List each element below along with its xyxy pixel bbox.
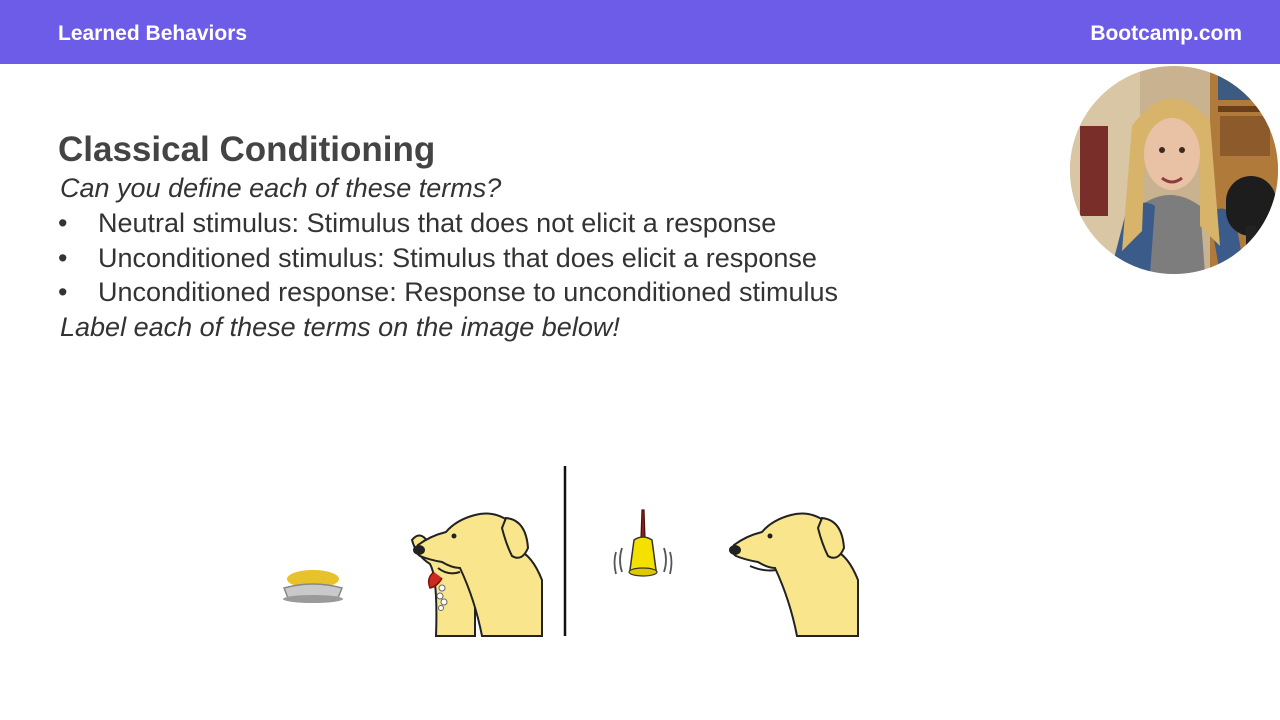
bullet-marker: • xyxy=(58,242,68,273)
food-bowl-icon xyxy=(283,570,343,603)
dog-icon xyxy=(729,514,858,636)
bullet-marker: • xyxy=(58,277,68,307)
term-list xyxy=(58,206,838,310)
list-item xyxy=(58,241,838,276)
term-text: Unconditioned response: Response to unconditioned stimulus xyxy=(98,277,838,307)
prompt-define: Can you define each of these terms? xyxy=(60,173,502,203)
slide-title: Classical Conditioning xyxy=(58,130,436,169)
list-item xyxy=(58,275,838,310)
list-item xyxy=(58,206,838,241)
prompt-label: Label each of these terms on the image below! xyxy=(60,312,620,342)
conditioning-illustration xyxy=(270,460,880,650)
ringing-bell-icon xyxy=(615,510,672,576)
header-bar xyxy=(0,0,1280,64)
brand-name: Bootcamp.com xyxy=(1090,22,1242,45)
term-text: Neutral stimulus: Stimulus that does not elicit a response xyxy=(98,208,777,238)
presenter-avatar xyxy=(1070,66,1278,274)
presenter-video xyxy=(1070,66,1278,274)
bullet-marker: • xyxy=(58,208,68,238)
course-title: Learned Behaviors xyxy=(58,22,248,45)
term-text: Unconditioned stimulus: Stimulus that does elicit a response xyxy=(98,242,817,273)
salivating-dog-icon xyxy=(412,514,542,636)
